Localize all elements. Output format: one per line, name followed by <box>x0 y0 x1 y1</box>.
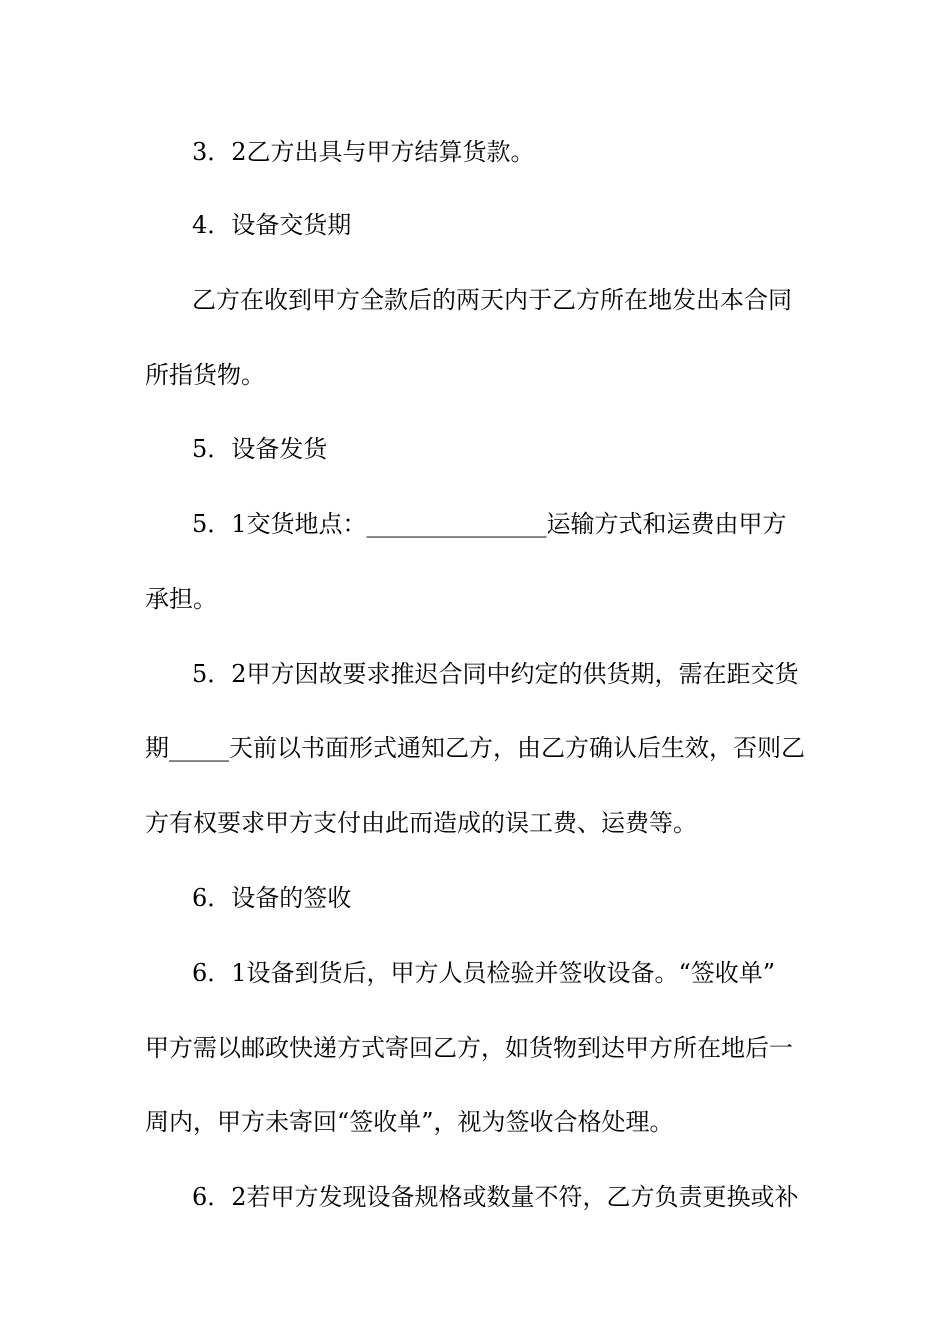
heading-6-signing: 6．设备的签收 <box>192 884 352 912</box>
clause-6-1-line-2: 甲方需以邮政快递方式寄回乙方，如货物到达甲方所在地后一 <box>145 1034 793 1062</box>
heading-4-delivery-period: 4．设备交货期 <box>192 211 352 239</box>
clause-5-1-line-1: 5．1交货地点：_______________运输方式和运费由甲方 <box>192 510 787 538</box>
heading-5-shipment: 5．设备发货 <box>192 435 328 463</box>
paragraph-4-line-1: 乙方在收到甲方全款后的两天内于乙方所在地发出本合同 <box>192 286 792 314</box>
clause-5-2-line-3: 方有权要求甲方支付由此而造成的误工费、运费等。 <box>145 809 697 837</box>
clause-5-1-line-2: 承担。 <box>145 585 217 613</box>
clause-5-2-line-2: 期_____天前以书面形式通知乙方，由乙方确认后生效，否则乙 <box>145 734 805 762</box>
clause-3-2: 3．2乙方出具与甲方结算货款。 <box>192 138 535 166</box>
clause-6-1-line-3: 周内，甲方未寄回“签收单”，视为签收合格处理。 <box>145 1108 674 1136</box>
paragraph-4-line-2: 所指货物。 <box>145 361 265 389</box>
clause-6-1-line-1: 6．1设备到货后，甲方人员检验并签收设备。“签收单” <box>192 959 776 987</box>
clause-6-2-line-1: 6．2若甲方发现设备规格或数量不符，乙方负责更换或补 <box>192 1183 799 1211</box>
clause-5-2-line-1: 5．2甲方因故要求推迟合同中约定的供货期，需在距交货 <box>192 660 799 688</box>
